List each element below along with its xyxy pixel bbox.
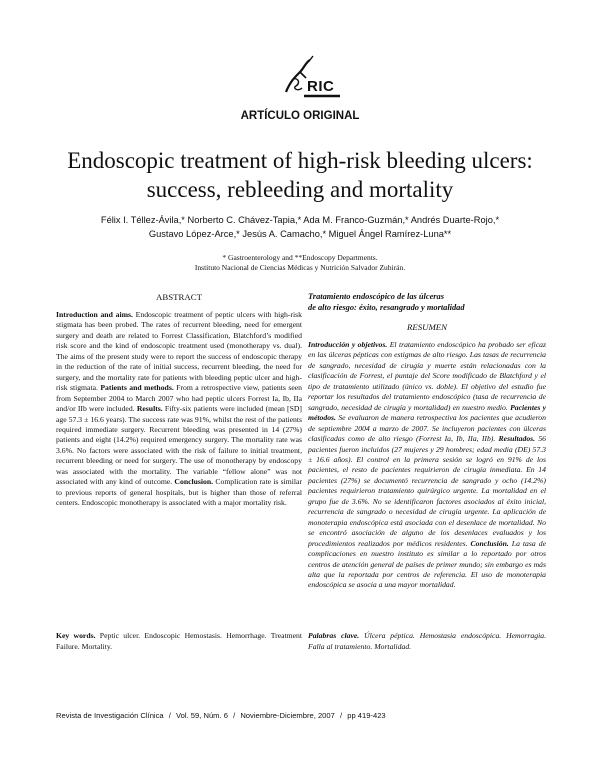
journal-logo-text: RIC (307, 78, 335, 95)
abstract-conclusion-text: Complication rate is similar to previous reports of general hospitals, but is higher than those of referral centers. Endoscopic monotherapy is associated with a major mortality risk. (56, 477, 302, 508)
resumen-methods-label: Pacientes y métodos. (308, 402, 547, 423)
footer-separator: / (339, 711, 343, 720)
footer-date: Noviembre-Diciembre, 2007 (240, 711, 335, 720)
keywords-en-text: Peptic ulcer. Endoscopic Hemostasis. Hemorrhage. Treatment Failure. Mortality. (56, 631, 303, 651)
keywords-en-label: Key words. (56, 631, 96, 640)
page-footer (56, 711, 386, 720)
resumen-methods-text: Se evaluaron de manera retrospectiva los pacientes que acudieron de septiembre 2004 a marzo de 2007. Se incluyeron pacientes con úlceras clasificadas como de alto riesgo (Forrest Ia, Ib, IIa, IIb). (308, 413, 546, 444)
section-label: ARTÍCULO ORIGINAL (240, 110, 360, 122)
keywords-es-text: Úlcera péptica. Hemostasia endoscópica. Hemorragia. Falla al tratamiento. Mortalidad. (308, 631, 547, 651)
spanish-title-line-2: de alto riesgo: éxito, resangrado y mortalidad (308, 302, 465, 312)
author-line-1: Félix I. Téllez-Ávila,* Norberto C. Chávez-Tapia,* Ada M. Franco-Guzmán,* Andrés Duarte-Rojo,* (100, 215, 500, 225)
resumen-results-label: Resultados. (498, 434, 536, 444)
resumen-conclusion-text: La tasa de complicaciones en nuestro instituto es similar a lo reportado por otros centros de atención general de países de primer mundo; sin embargo es más alta que la reportada por centros de referencia. El uso de monoterapia endoscópica se asocia a una mayor mortalidad. (308, 538, 546, 590)
footer-pages: pp 419-423 (347, 711, 386, 720)
abstract-column (56, 292, 302, 509)
resumen-intro-text: El tratamiento endoscópico ha probado ser eficaz en las úlceras pépticas con estigmas de alto riesgo. Las tasas de recurrencia de sangrado, necesidad de cirugía y muerte están relacionadas con la clasificación de Forrest, el puntaje del Score modificado de Blatchford y el tipo de tratamiento utilizado (único vs. doble). El objetivo del estudio fue reportar los resultados del tratamiento endoscópico (tasa de recurrencia de sangrado, necesidad de cirugía y mortalidad) en nuestro medio. (308, 340, 547, 412)
abstract-intro-label: Introduction and aims. (56, 310, 133, 319)
abstract-methods-label: Patients and methods. (100, 383, 174, 393)
footer-volume: Vol. 59, Núm. 6 (176, 711, 228, 720)
abstract-heading: ABSTRACT (156, 292, 202, 302)
footer-journal: Revista de Investigación Clínica (56, 711, 164, 720)
footer-separator: / (233, 711, 236, 720)
keywords-es (308, 631, 546, 652)
author-list (60, 213, 540, 241)
abstract-methods-text: From a retrospective view, patients seen from September 2004 to March 2007 who had peptic ulcers Forrest Ia, Ib, IIa and/or IIb were included. (56, 383, 302, 414)
abstract-intro-text: Endoscopic treatment of peptic ulcers with high-risk stigmata has been probed. The rates of recurrent bleeding, need for emergent surgery and death are related to Forrest Classification, Blatchford’s modified risk score and the kind of endoscopic treatment used (monotherapy vs. dual). The aims of the present study were to report the success of endoscopic therapy in the reduction of the rate of initial success, recurrent bleeding, the need for surgery, and the mortality rate for patients with bleeding peptic ulcer and high-risk stigmata. (56, 310, 302, 393)
resumen-results-text: 56 pacientes fueron incluidos (27 mujeres y 29 hombres; edad media (DE) 57.3 ± 16.6 años). El control en la primera sesión se logró en 91% de los pacientes, el resto de pacientes requirieron de cirugía inmediata. En 14 pacientes (27%) se documentó recurrencia de sangrado y ocho (14.2%) pacientes requirieron tratamiento quirúrgico urgente. La mortalidad en el grupo fue de 3.6%. No se identificaron factores asociados al éxito inicial, recurrencia de sangrado o necesidad de cirugía urgente. La aplicación de monoterapia endoscópica está asociada con el desenlace de mortalidad. No se encontró asociación de alguno de los desenlaces evaluados y los procedimientos realizados por médicos residentes. (308, 434, 547, 548)
keywords-es-label: Palabras clave. (308, 631, 360, 640)
resumen-body (308, 340, 546, 591)
spanish-title-line-1: Tratamiento endoscópico de las úlceras (308, 292, 445, 301)
abstract-results-label: Results. (136, 404, 163, 414)
abstract-results-text: Fifty-six patients were included (mean [SD] age 57.3 ± 16.6 years). The success rate was 91%, whilst the rest of the patients required immediate surgery. Recurrent bleeding was presented in 14 (27%) patients and eight (14.2%) required emergency surgery. The mortality rate was 3.6%. No factors were associated with the risk of failure to initial treatment, recurrent bleeding or need for surgery. The use of monotherapy by endoscopy was associated with the mortality. The variable “fellow alone” was not associated with any kind of outcome. (56, 404, 302, 487)
resumen-conclusion-label: Conclusión. (470, 538, 509, 548)
resumen-heading: RESUMEN (406, 322, 448, 332)
abstract-body (56, 310, 302, 509)
affiliation-line-2: Instituto Nacional de Ciencias Médicas y Nutrición Salvador Zubirán. (194, 263, 406, 272)
keywords-en (56, 631, 302, 652)
footer-separator: / (168, 711, 171, 720)
affiliation (60, 253, 540, 273)
resumen-column (308, 292, 546, 591)
article-title: Endoscopic treatment of high-risk bleeding ulcers: success, rebleeding and mortality (67, 148, 533, 202)
spanish-title (308, 292, 546, 313)
abstract-conclusion-label: Conclusion. (174, 477, 214, 487)
author-line-2: Gustavo López-Arce,* Jesús A. Camacho,* Miguel Ángel Ramírez-Luna** (148, 229, 452, 239)
affiliation-line-1: * Gastroenterology and **Endoscopy Departments. (222, 253, 378, 262)
resumen-intro-label: Introducción y objetivos. (308, 340, 388, 349)
